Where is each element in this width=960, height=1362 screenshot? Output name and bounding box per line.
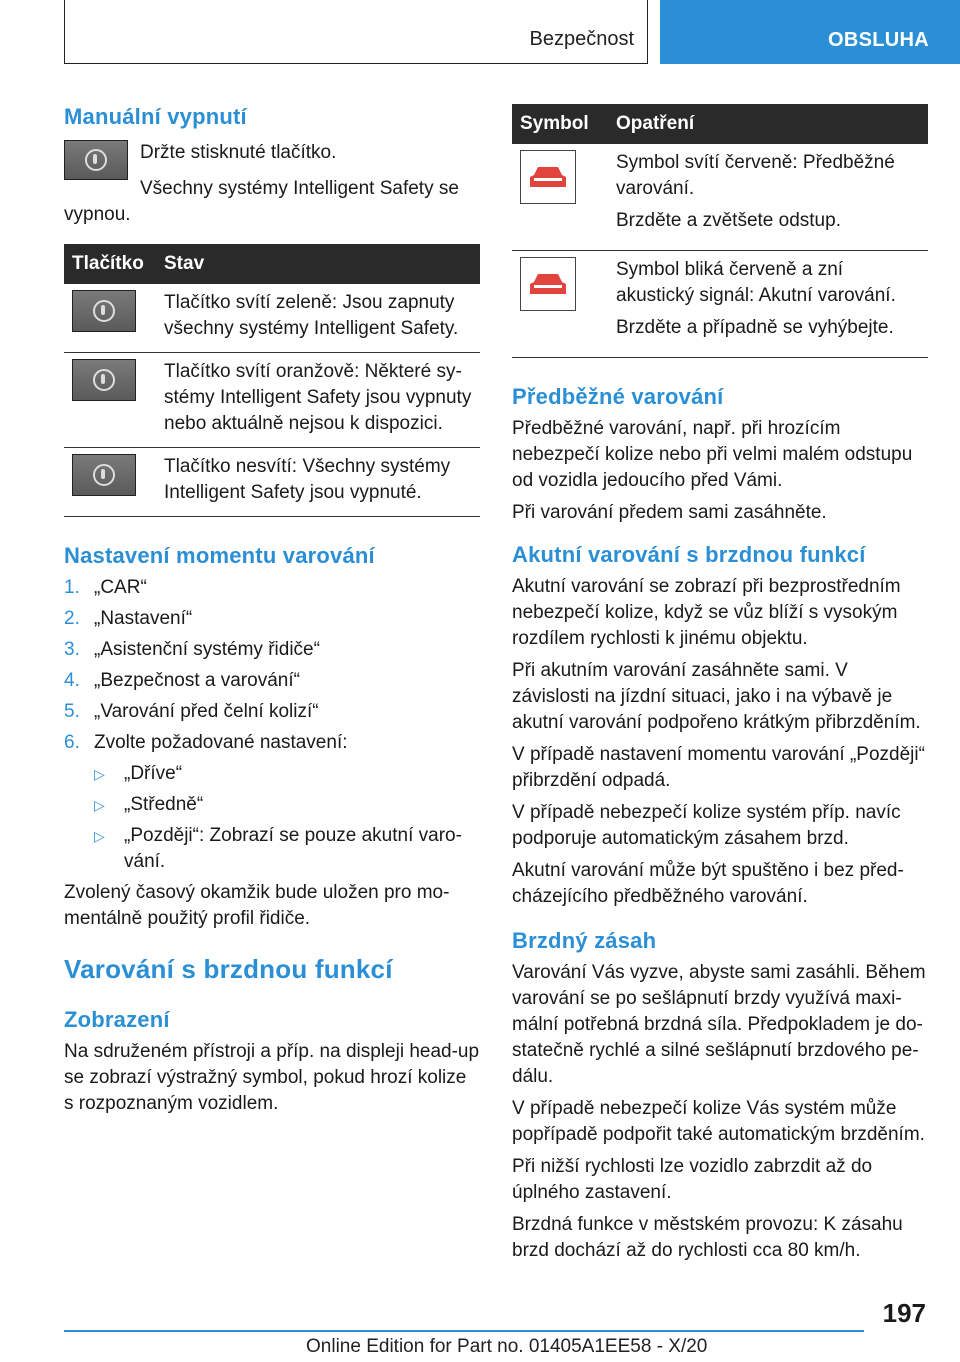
button-green-icon <box>72 290 136 332</box>
acute-warning-title: Akutní varování s brzdnou funkcí <box>512 542 866 567</box>
pre-p1: Předběžné varování, např. při hrozícím nebezpečí kolize nebo při velmi malém odstupu od vozidla jedoucího před Vámi. <box>512 418 913 491</box>
list-item: 2. „Nastavení“ <box>64 608 193 629</box>
brake-p4: Brzdná funkce v městském provozu: K zásahu brzd dochází až do rychlosti cca 80 km/h. <box>512 1214 903 1261</box>
th-symbol: Symbol <box>512 104 608 144</box>
th-state: Stav <box>156 244 480 284</box>
brake-p1: Varování Vás vyzve, abyste sami zasáhli. Během varování se po sešlápnutí brzdy využívá maximální potřebná brzdná síla. Předpokladem je dostatečně rychlé a silné sešlápnutí brzdového pedálu. <box>512 962 926 1087</box>
timing-note: Zvolený časový okamžik bude uložen pro momentálně použitý profil řidiče. <box>64 882 450 929</box>
symbol-blink-text: Symbol bliká červeně a zní akustický signál: Akutní varování. <box>616 259 896 306</box>
list-item: 3. „Asistenční systémy řidiče“ <box>64 639 320 660</box>
list-item: ▷ „Dříve“ <box>64 761 480 787</box>
steps-list <box>64 575 480 756</box>
table-row <box>64 448 480 517</box>
state-orange: Tlačítko svítí oranžově: Některé systémy Intelligent Safety jsou vypnuty nebo aktuálně nejsou k dispozici. <box>156 353 480 448</box>
brake-warning-title: Varování s brzdnou funkcí <box>64 954 393 984</box>
table-row <box>64 353 480 448</box>
triangle-icon: ▷ <box>94 828 105 844</box>
button-orange-icon <box>72 359 136 401</box>
list-item: 1. „CAR“ <box>64 577 147 598</box>
brake-p2: V případě nebezpečí kolize Vás systém může popřípadě podpořit také automatickým brzděním. <box>512 1098 925 1145</box>
timing-title: Nastavení momentu varování <box>64 543 375 568</box>
manual-p1: Držte stisknuté tlačítko. <box>140 142 337 163</box>
pre-p2: Při varování předem sami zasáhněte. <box>512 502 827 523</box>
footer-edition: Online Edition for Part no. 01405A1EE58 - X/20 <box>306 1336 708 1357</box>
button-off-icon <box>72 454 136 496</box>
brake-title: Brzdný zásah <box>512 928 657 953</box>
manual-off-title: Manuální vypnutí <box>64 104 247 129</box>
substeps-list <box>64 761 480 875</box>
table-row <box>64 284 480 353</box>
left-column <box>64 104 480 1123</box>
symbol-red-action: Brzděte a zvětšete odstup. <box>616 210 841 231</box>
footer-divider <box>64 1330 864 1332</box>
triangle-icon: ▷ <box>94 797 105 813</box>
th-button: Tlačítko <box>64 244 156 284</box>
header-section: Bezpečnost <box>529 28 634 50</box>
car-warning-icon <box>520 257 576 311</box>
state-green: Tlačítko svítí zeleně: Jsou zapnuty všechny systémy Intelligent Safety. <box>156 284 480 353</box>
symbol-table <box>512 104 928 358</box>
list-item: ▷ „Později“: Zobrazí se pouze akutní varování. <box>64 823 480 875</box>
display-title: Zobrazení <box>64 1007 170 1032</box>
list-item: 6. Zvolte požadované nastavení: <box>64 732 348 753</box>
table-row <box>512 251 928 358</box>
table-row <box>512 144 928 251</box>
display-text: Na sdruženém přístroji a příp. na displeji head-up se zobrazí výstražný symbol, pokud hrozí kolize s rozpoznaným vozidlem. <box>64 1041 480 1114</box>
car-warning-icon <box>520 150 576 204</box>
acute-p4: V případě nebezpečí kolize systém příp. navíc podporuje automatickým zásahem brzd. <box>512 802 901 849</box>
triangle-icon: ▷ <box>94 766 105 782</box>
acute-p5: Akutní varování může být spuštěno i bez předcházejícího předběžného varování. <box>512 860 904 907</box>
safety-button-icon <box>64 140 128 180</box>
button-state-table <box>64 244 480 517</box>
symbol-blink-action: Brzděte a případně se vyhýbejte. <box>616 317 894 338</box>
list-item: 5. „Varování před čelní kolizí“ <box>64 701 319 722</box>
page-number: 197 <box>882 1298 926 1328</box>
state-off: Tlačítko nesvítí: Všechny systémy Intelligent Safety jsou vypnuté. <box>156 448 480 517</box>
acute-p3: V případě nastavení momentu varování „Později“ přibrzdění odpadá. <box>512 744 925 791</box>
acute-p2: Při akutním varování zasáhněte sami. V závislosti na jízdní situaci, jako i na výbavě je akutní varování podpořeno krátkým přibrzděním. <box>512 660 921 733</box>
acute-p1: Akutní varování se zobrazí při bezprostředním nebezpečí kolize, když se vůz blíží s vysokým rozdílem rychlosti k jinému objektu. <box>512 576 901 649</box>
symbol-red-text: Symbol svítí červeně: Předběžné varování. <box>616 152 895 199</box>
list-item: ▷ „Středně“ <box>64 792 480 818</box>
pre-warning-title: Předběžné varování <box>512 384 724 409</box>
brake-p3: Při nižší rychlosti lze vozidlo zabrzdit až do úplného zastavení. <box>512 1156 873 1203</box>
list-item: 4. „Bezpečnost a varování“ <box>64 670 300 691</box>
header-tab: OBSLUHA <box>660 0 960 64</box>
right-column <box>512 104 928 1270</box>
manual-p2: Všechny systémy Intelligent Safety se vypnou. <box>64 178 459 225</box>
th-action: Opatření <box>608 104 928 144</box>
